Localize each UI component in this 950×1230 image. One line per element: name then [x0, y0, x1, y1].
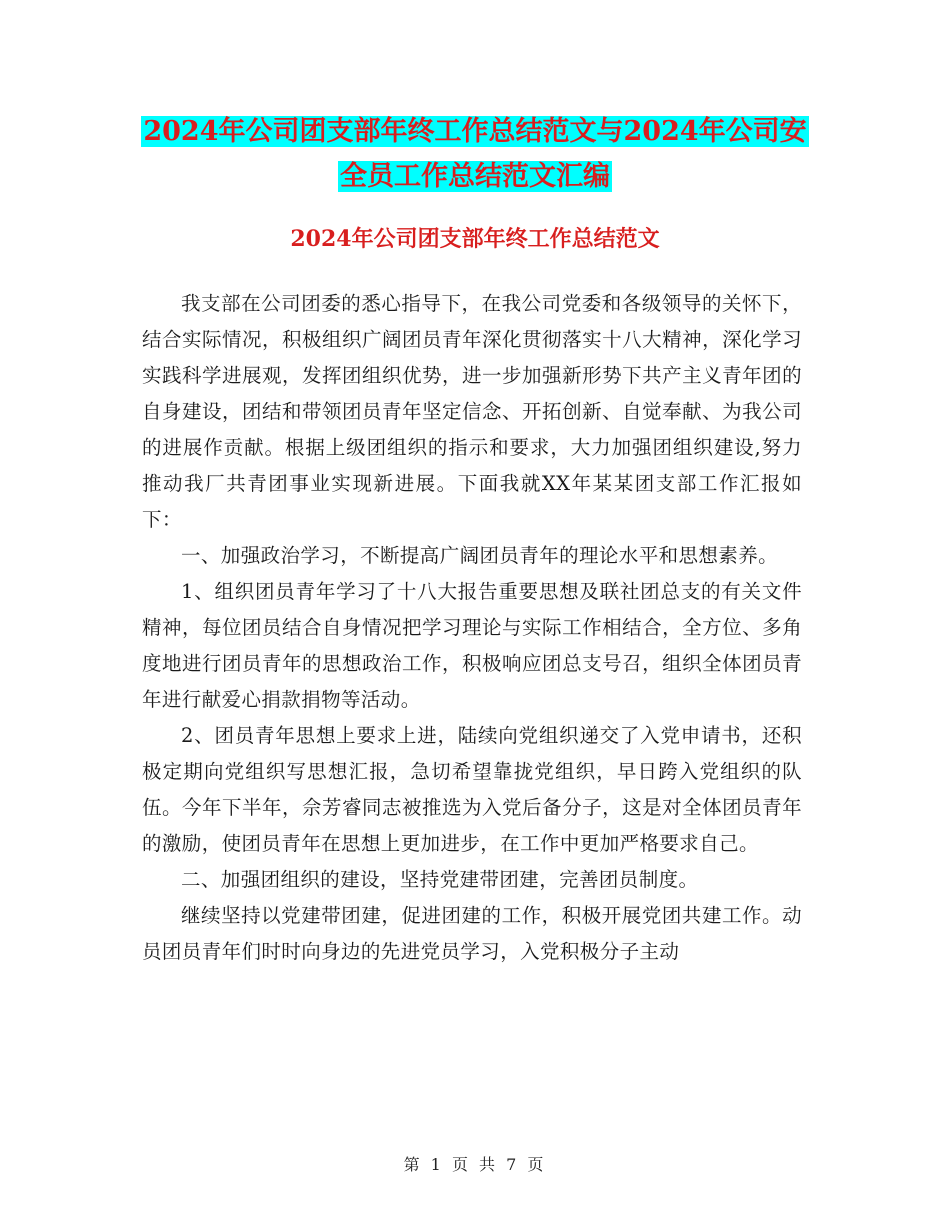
- paragraph-item-2: 2、团员青年思想上要求上进，陆续向党组织递交了入党申请书，还积极定期向党组织写思想汇报，急切希望靠拢党组织，早日跨入党组织的队伍。今年下半年，佘芳睿同志被推选为入党后备分子，这是对全体团员青年的激励，使团员青年在思想上更加进步，在工作中更加严格要求自己。: [142, 724, 802, 855]
- paragraph-intro: 我支部在公司团委的悉心指导下，在我公司党委和各级领导的关怀下，结合实际情况，积极组织广阔团员青年深化贯彻落实十八大精神，深化学习实践科学进展观，发挥团组织优势，进一步加强新形势下共产主义青年团的自身建设，团结和带领团员青年坚定信念、开拓创新、自觉奉献、为我公司的进展作贡献。根据上级团组织的指示和要求，大力加强团组织建设,努力推动我厂共青团事业实现新进展。下面我就XX年某某团支部工作汇报如下：: [142, 292, 802, 531]
- page-number-footer: 第 1 页 共 7 页: [403, 1155, 547, 1174]
- document-body: [142, 286, 802, 970]
- paragraph-heading-2: 二、加强团组织的建设，坚持党建带团建，完善团员制度。: [181, 868, 699, 891]
- paragraph-heading-1: 一、加强政治学习，不断提高广阔团员青年的理论水平和思想素养。: [181, 544, 779, 567]
- title-highlight-1: 2024年公司团支部年终工作总结范文与2024年公司安: [143, 116, 807, 147]
- section-title: 2024年公司团支部年终工作总结范文: [290, 226, 660, 252]
- paragraph-item-1: 1、组织团员青年学习了十八大报告重要思想及联社团总支的有关文件精神，每位团员结合自身情况把学习理论与实际工作相结合，全方位、多角度地进行团员青年的思想政治工作，积极响应团总支号召，组织全体团员青年进行献爱心捐款捐物等活动。: [142, 580, 802, 711]
- document-title-line-2: [0, 157, 950, 197]
- document-title-line-1: [0, 112, 950, 152]
- paragraph-continuation: 继续坚持以党建带团建，促进团建的工作，积极开展党团共建工作。动员团员青年们时时向身边的先进党员学习，入党积极分子主动: [142, 904, 802, 963]
- title-highlight-2: 全员工作总结范文汇编: [340, 161, 610, 192]
